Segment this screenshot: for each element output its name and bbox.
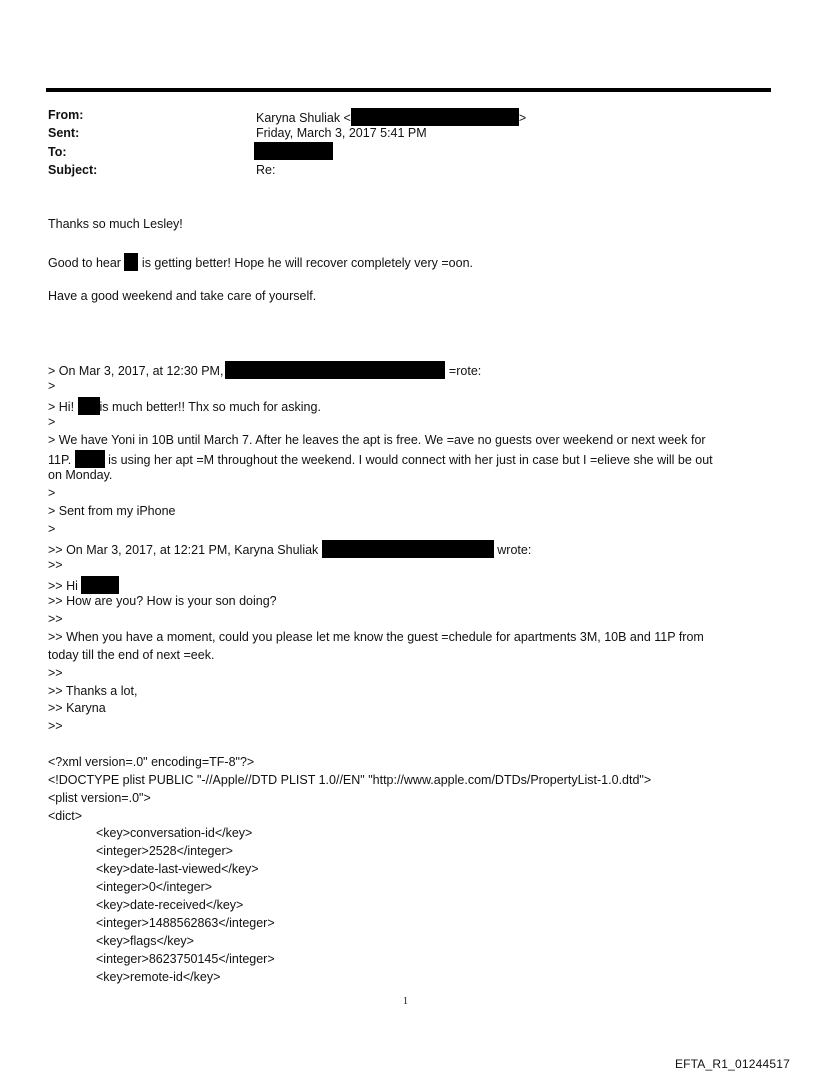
- plist-line: <integer>0</integer>: [96, 880, 213, 894]
- quoted-text: >> Hi: [48, 579, 82, 593]
- quoted-text: > On Mar 3, 2017, at 12:30 PM,: [48, 364, 224, 378]
- quoted-line: [48, 576, 119, 594]
- quoted-line: >: [48, 415, 56, 429]
- to-label: To:: [48, 145, 67, 159]
- plist-line: <integer>2528</integer>: [96, 844, 233, 858]
- quoted-line: on Monday.: [48, 468, 113, 482]
- quoted-line: >>: [48, 612, 63, 626]
- redaction-block: [254, 142, 333, 160]
- redaction-block: [81, 576, 119, 594]
- quoted-line: >> Karyna: [48, 701, 106, 715]
- from-value: [256, 108, 526, 126]
- body-text: Good to hear: [48, 256, 125, 270]
- quoted-text: wrote:: [493, 543, 532, 557]
- quoted-text: > Hi!: [48, 400, 78, 414]
- body-text: is getting better! Hope he will recover completely very =oon.: [138, 256, 473, 270]
- sent-label: Sent:: [48, 126, 80, 140]
- plist-line: <plist version=.0">: [48, 791, 151, 805]
- body-line: Thanks so much Lesley!: [48, 217, 183, 231]
- plist-line: <key>date-last-viewed</key>: [96, 862, 259, 876]
- bates-number: EFTA_R1_01244517: [674, 1057, 790, 1071]
- quoted-text: is much better!! Thx so much for asking.: [99, 400, 321, 414]
- quoted-line: [48, 540, 531, 558]
- subject-value: Re:: [256, 163, 276, 177]
- quoted-line: >> How are you? How is your son doing?: [48, 594, 277, 608]
- quoted-line: today till the end of next =eek.: [48, 648, 215, 662]
- redaction-block: [78, 397, 100, 415]
- plist-line: <?xml version=.0" encoding=TF-8"?>: [48, 755, 255, 769]
- redaction-block: [75, 450, 105, 468]
- plist-line: <key>remote-id</key>: [96, 970, 221, 984]
- plist-line: <integer>8623750145</integer>: [96, 952, 275, 966]
- from-suffix: >: [518, 111, 527, 125]
- quoted-line: [48, 397, 321, 415]
- redaction-block: [124, 253, 138, 271]
- quoted-line: >: [48, 522, 56, 536]
- sent-value: Friday, March 3, 2017 5:41 PM: [256, 126, 427, 140]
- from-label: From:: [48, 108, 84, 122]
- quoted-line: >> When you have a moment, could you please let me know the guest =chedule for apartments 3M, 10B and 11P from: [48, 630, 704, 644]
- quoted-line: [48, 450, 713, 468]
- quoted-text: >> On Mar 3, 2017, at 12:21 PM, Karyna Shuliak: [48, 543, 322, 557]
- plist-line: <key>conversation-id</key>: [96, 826, 253, 840]
- quoted-text: is using her apt =M throughout the weekend. I would connect with her just in case but I =elieve she will be out: [104, 453, 713, 467]
- plist-line: <dict>: [48, 809, 83, 823]
- redaction-block: [225, 361, 445, 379]
- quoted-line: > Sent from my iPhone: [48, 504, 176, 518]
- quoted-line: >>: [48, 666, 63, 680]
- sender-name: Karyna Shuliak <: [256, 111, 351, 125]
- body-line: [48, 253, 473, 271]
- quoted-line: >: [48, 379, 56, 393]
- quoted-text: =rote:: [445, 364, 482, 378]
- quoted-text: 11P.: [48, 453, 75, 467]
- quoted-line: [48, 361, 481, 379]
- quoted-line: >> Thanks a lot,: [48, 684, 138, 698]
- page-number: 1: [403, 996, 408, 1007]
- quoted-line: >: [48, 486, 56, 500]
- plist-line: <key>date-received</key>: [96, 898, 244, 912]
- quoted-line: > We have Yoni in 10B until March 7. After he leaves the apt is free. We =ave no guests over weekend or next week for: [48, 433, 706, 447]
- redaction-block: [322, 540, 494, 558]
- quoted-line: >>: [48, 558, 63, 572]
- plist-line: <!DOCTYPE plist PUBLIC "-//Apple//DTD PLIST 1.0//EN" "http://www.apple.com/DTDs/PropertyList-1.0.dtd">: [48, 773, 652, 787]
- subject-label: Subject:: [48, 163, 98, 177]
- plist-line: <integer>1488562863</integer>: [96, 916, 275, 930]
- redaction-block: [351, 108, 519, 126]
- plist-line: <key>flags</key>: [96, 934, 194, 948]
- body-line: Have a good weekend and take care of yourself.: [48, 289, 317, 303]
- header-rule: [46, 88, 771, 92]
- quoted-line: >>: [48, 719, 63, 733]
